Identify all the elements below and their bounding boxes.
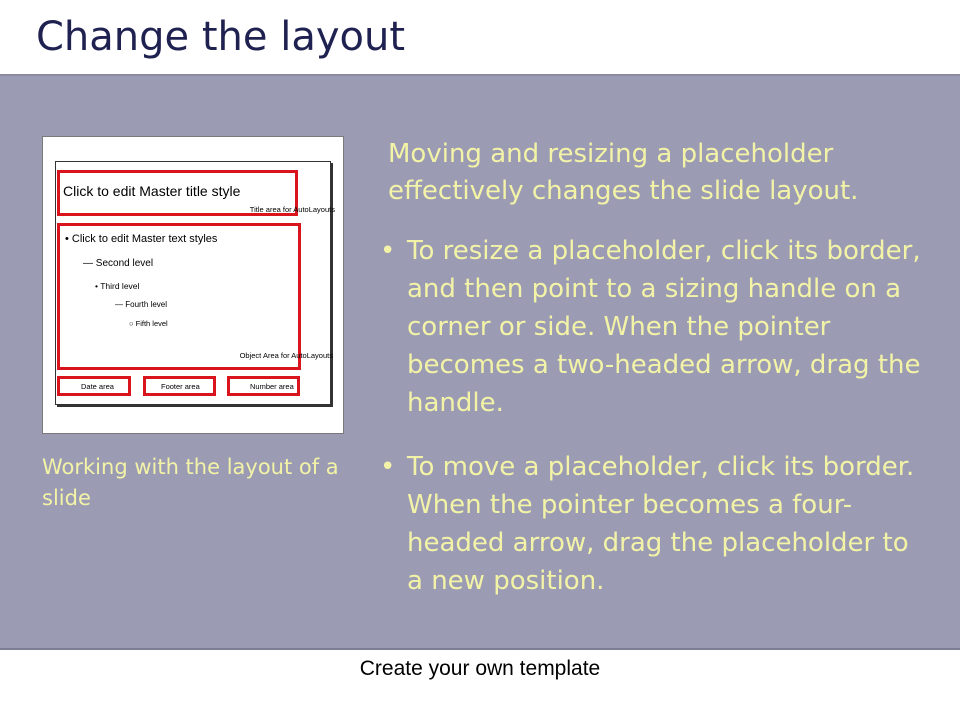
bullet-marker: • — [380, 236, 396, 266]
footer-area-label: Footer area — [161, 382, 200, 391]
date-area-label: Date area — [81, 382, 114, 391]
body-level-2: — Second level — [83, 258, 154, 269]
title-placeholder-text: Click to edit Master title style — [63, 183, 241, 199]
thumbnail-caption: Working with the layout of a slide — [42, 455, 339, 510]
number-area-label: Number area — [250, 382, 294, 391]
level-1-marker: • — [65, 233, 69, 245]
bullet-resize — [380, 232, 925, 422]
bullet-text: To move a placeholder, click its border. When the pointer becomes a four-headed arrow, drag the placeholder to a new position. — [407, 452, 915, 596]
bullet-move — [380, 448, 925, 600]
body-level-4: — Fourth level — [115, 300, 168, 309]
body-level-1: • Click to edit Master text styles — [65, 233, 218, 245]
layout-thumbnail — [42, 136, 344, 434]
intro-text: Moving and resizing a placeholder effectively changes the slide layout. — [388, 139, 859, 206]
level-4-marker: — — [115, 300, 123, 309]
level-3-marker: • — [95, 281, 98, 291]
object-placeholder — [57, 223, 301, 370]
level-2-marker: — — [83, 258, 93, 269]
slide-title: Change the layout — [36, 14, 406, 60]
body-level-5: ○ Fifth level — [129, 319, 168, 328]
bullet-marker: • — [380, 452, 396, 482]
object-area-caption: Object Area for AutoLayouts — [239, 351, 333, 360]
slide-footer: Create your own template — [359, 657, 601, 680]
bullet-text: To resize a placeholder, click its border, and then point to a sizing handle on a corner or side. When the pointer becomes a two-headed arrow, drag the handle. — [407, 236, 921, 418]
title-area-caption: Title area for AutoLayouts — [249, 205, 335, 214]
body-level-3: • Third level — [95, 281, 140, 291]
level-5-marker: ○ — [129, 319, 134, 328]
